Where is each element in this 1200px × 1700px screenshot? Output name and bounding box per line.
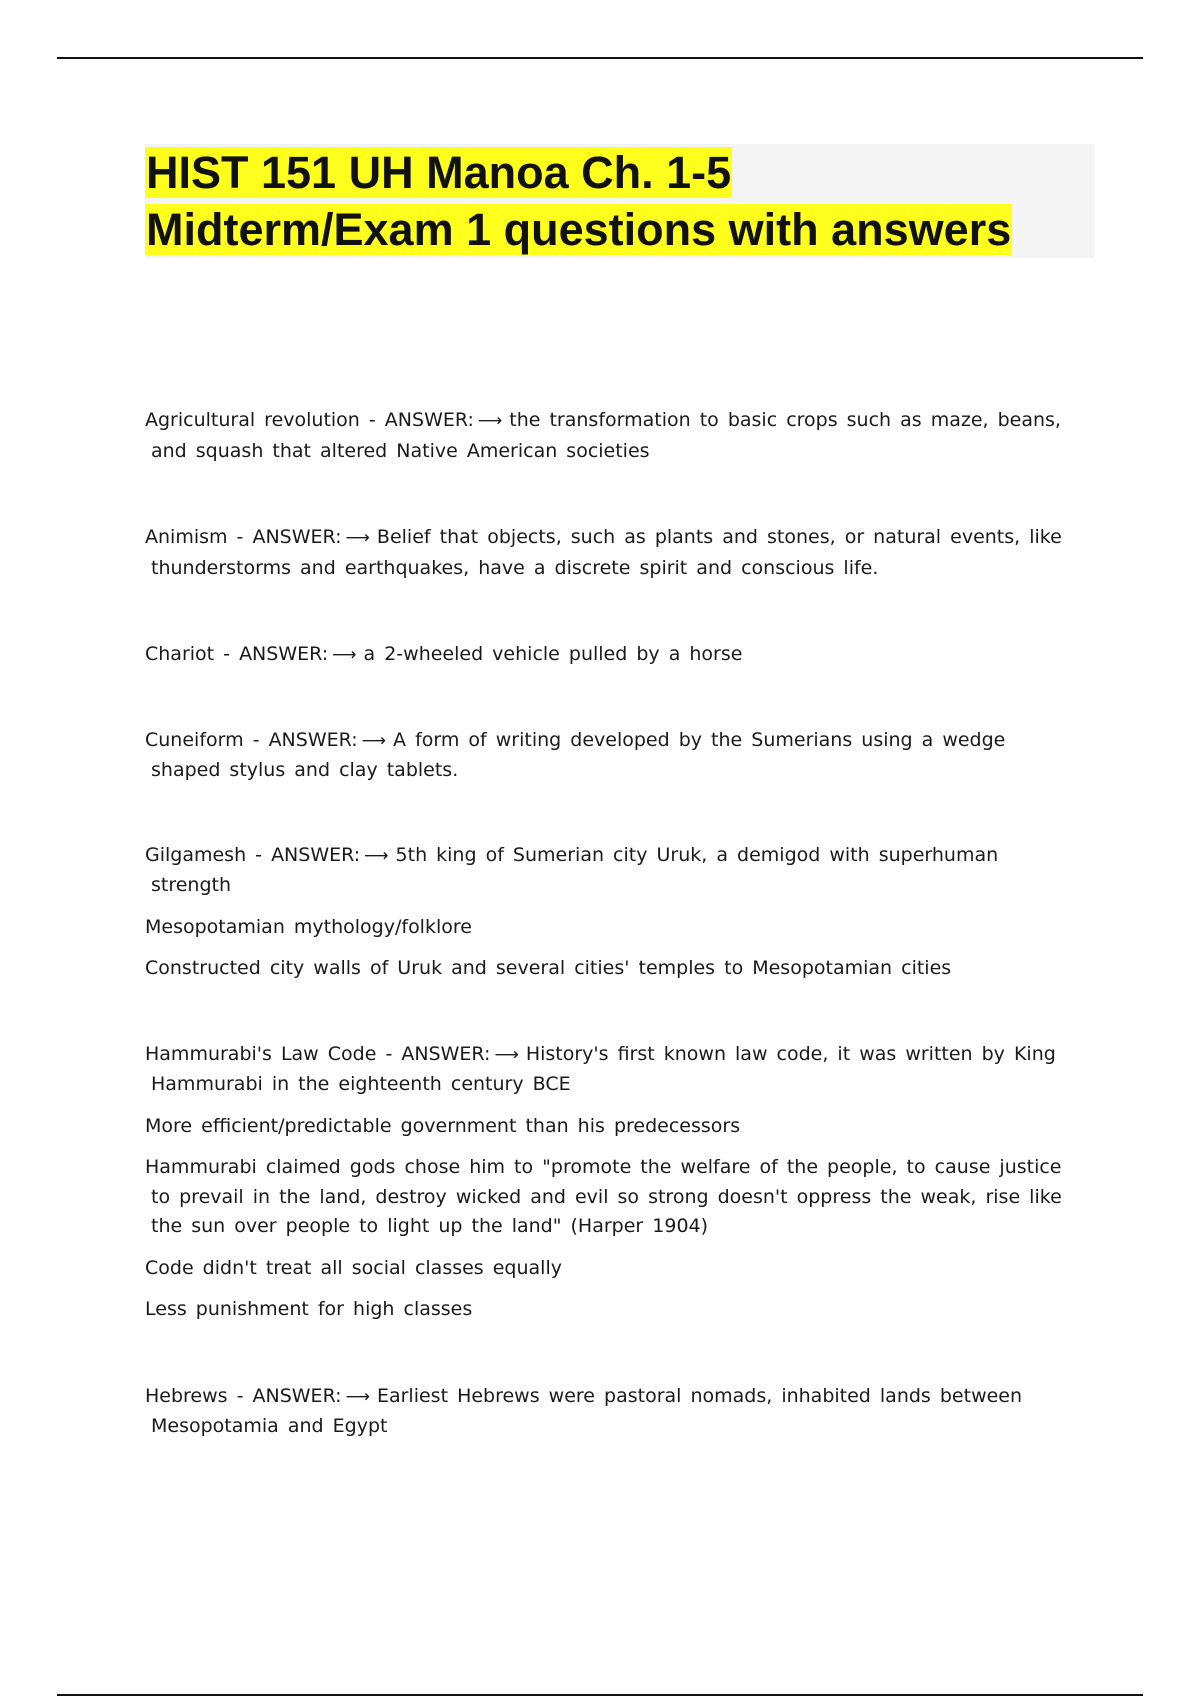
long-right-arrow-icon: ⟶ [345,1386,370,1407]
qa-question-line: Animism - ANSWER: ⟶ Belief that objects, such as plants and stones, or natural events, like thunderstorms and earthquakes, have a discrete spirit and conscious life. [145,526,1062,579]
qa-term: Gilgamesh [145,843,247,866]
qa-entry [145,726,1070,786]
page-top-rule [57,57,1143,59]
qa-question-line: Hebrews - ANSWER: ⟶ Earliest Hebrews were pastoral nomads, inhabited lands between Mesopotamia and Egypt [145,1384,1023,1437]
title-line-1: HIST 151 UH Manoa Ch. 1-5 [146,147,732,198]
qa-answer: Earliest Hebrews were pastoral nomads, inhabited lands between Mesopotamia and Egypt [151,1384,1023,1437]
qa-entry [145,841,1070,984]
qa-answer: Belief that objects, such as plants and stones, or natural events, like thunderstorms and earthquakes, have a discrete spirit and conscious life. [151,526,1062,579]
qa-entry [145,523,1070,583]
answer-marker: ANSWER: [271,843,361,866]
long-right-arrow-icon: ⟶ [345,528,370,548]
qa-question-line: Gilgamesh - ANSWER: ⟶ 5th king of Sumerian city Uruk, a demigod with superhuman strength [145,843,999,896]
qa-answer: the transformation to basic crops such as maze, beans, and squash that altered Native American societies [151,409,1061,462]
qa-answer-detail: Constructed city walls of Uruk and several cities' temples to Mesopotamian cities [145,957,952,979]
long-right-arrow-icon: ⟶ [361,730,387,751]
qa-entry [145,640,1070,671]
qa-entry [145,1040,1070,1325]
qa-answer-detail: Mesopotamian mythology/folklore [145,915,472,938]
answer-marker: ANSWER: [384,409,474,431]
qa-question-line: Agricultural revolution - ANSWER: ⟶ the transformation to basic crops such as maze, beans, and squash that altered Native American societies [145,409,1061,462]
qa-question-line: Chariot - ANSWER: ⟶ a 2-wheeled vehicle pulled by a horse [145,640,1070,671]
answer-marker: ANSWER: [239,643,329,665]
qa-term: Agricultural revolution [145,409,360,431]
qa-entry [145,1382,1070,1442]
qa-entry [145,406,1070,466]
qa-entry-list [145,350,1070,1442]
qa-answer-detail: Hammurabi claimed gods chose him to "promote the welfare of the people, to cause justice to prevail in the land, destroy wicked and evil so strong doesn't oppress the weak, rise like the sun over people to light up the land" (Harper 1904) [145,1156,1062,1237]
qa-answer: a 2-wheeled vehicle pulled by a horse [363,643,743,665]
qa-question-line: Hammurabi's Law Code - ANSWER: ⟶ History's first known law code, it was written by King Hammurabi in the eighteenth century BCE [145,1042,1056,1095]
qa-term: Hammurabi's Law Code [145,1042,377,1065]
long-right-arrow-icon: ⟶ [332,645,357,665]
qa-answer: A form of writing developed by the Sumerians using a wedge shaped stylus and clay tablets. [151,728,1006,781]
qa-answer: History's first known law code, it was written by King Hammurabi in the eighteenth century BCE [151,1042,1056,1095]
title-line-2: Midterm/Exam 1 questions with answers [146,204,1012,255]
qa-answer-detail: Less punishment for high classes [145,1298,473,1320]
long-right-arrow-icon: ⟶ [494,1044,519,1065]
answer-marker: ANSWER: [252,526,342,548]
answer-marker: ANSWER: [252,1384,342,1407]
qa-answer-detail: More efficient/predictable government than his predecessors [145,1114,741,1137]
qa-question-line: Cuneiform - ANSWER: ⟶ A form of writing developed by the Sumerians using a wedge shaped stylus and clay tablets. [145,728,1006,781]
qa-answer-detail: Code didn't treat all social classes equally [145,1256,562,1279]
answer-marker: ANSWER: [401,1042,491,1065]
qa-answer: 5th king of Sumerian city Uruk, a demigod with superhuman strength [151,843,999,896]
qa-term: Hebrews [145,1384,228,1407]
long-right-arrow-icon: ⟶ [364,845,389,866]
answer-marker: ANSWER: [268,728,358,751]
page-bottom-rule [57,1694,1143,1696]
qa-term: Chariot [145,643,215,665]
long-right-arrow-icon: ⟶ [477,411,503,431]
qa-term: Animism [145,526,228,548]
qa-term: Cuneiform [145,728,244,751]
document-title [145,144,1095,258]
document-title-block [145,144,1095,258]
